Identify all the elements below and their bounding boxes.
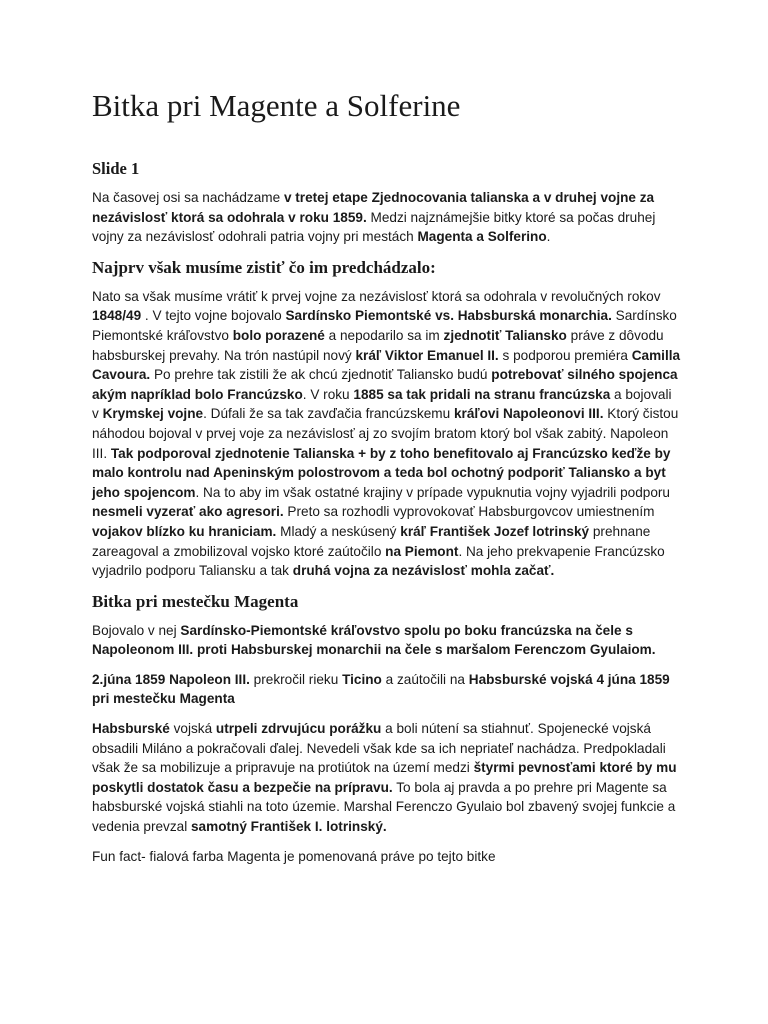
bold-text-run: Habsburské xyxy=(92,721,170,737)
bold-text-run: utrpeli zdrvujúcu porážku xyxy=(215,721,382,737)
bold-text-run: Krymskej vojne xyxy=(102,406,204,422)
text-run: a bojovali v xyxy=(92,386,672,422)
bold-text-run: štyrmi pevnosťami ktoré by mu poskytli dostatok času a bezpečie na prípravu. xyxy=(92,760,677,795)
bold-text-run: Ticino xyxy=(342,671,382,687)
bold-text-run: Magenta a Solferino xyxy=(417,229,547,245)
text-run: Sardínsko Piemontské kráľovstvo xyxy=(92,308,677,343)
text-run: vojská xyxy=(169,721,216,737)
bold-text-run: Sardínsko Piemontské vs. Habsburská monarchia. xyxy=(285,308,612,324)
text-run: prehnane zareagoval a zmobilizoval vojsko ktoré zaútočilo xyxy=(92,523,651,559)
text-run: . xyxy=(546,229,551,245)
document-title: Bitka pri Magente a Solferine xyxy=(92,88,461,123)
text-run: Mladý a neskúsený xyxy=(276,523,401,539)
bold-text-run: druhá vojna za nezávislosť mohla začať. xyxy=(292,563,555,579)
bold-text-run: zjednotiť Taliansko xyxy=(443,327,567,343)
text-run: a zaútočili na xyxy=(381,671,469,687)
bold-text-run: kráľ František Jozef lotrinský xyxy=(400,523,590,539)
text-run: . Na jeho prekvapenie Francúzsko vyjadrilo podporu Taliansku a tak xyxy=(92,543,665,579)
bold-text-run: na Piemont xyxy=(385,543,459,559)
bold-text-run: samotný František I. lotrinský. xyxy=(191,819,387,835)
bold-text-run: Habsburské vojská 4 júna 1859 pri mestečku Magenta xyxy=(92,671,670,707)
background-paragraph xyxy=(92,287,682,581)
bold-text-run: bolo porazené xyxy=(232,327,325,343)
bold-text-run: kráľovi Napoleonovi III. xyxy=(453,406,604,422)
text-run: . V roku xyxy=(302,386,354,402)
text-run: a nepodarilo sa im xyxy=(324,327,444,343)
text-run: Preto sa rozhodli vyprovokovať Habsburgovcov umiestnením xyxy=(283,504,655,520)
text-run: Na časovej osi sa nachádzame xyxy=(92,190,284,205)
magenta-paragraph-outcome xyxy=(92,719,682,837)
text-run: s podporou premiéra xyxy=(498,347,632,363)
text-run: Bojovalo v nej xyxy=(92,622,181,638)
magenta-paragraph-crossing xyxy=(92,670,682,709)
bold-text-run: kráľ Viktor Emanuel II. xyxy=(355,347,499,363)
text-run: Ktorý čistou náhodou bojoval v prvej voje za nezávislosť aj zo svojím bratom ktorý bol však zabitý. Napoleon III. xyxy=(92,406,679,461)
fun-fact-paragraph: Fun fact- fialová farba Magenta je pomenovaná práve po tejto bitke xyxy=(92,848,496,864)
bold-text-run: v tretej etape Zjednocovania talianska a v druhej vojne za nezávislosť ktorá sa odohrala v roku 1859. xyxy=(92,190,655,225)
bold-text-run: vojakov blízko ku hraniciam. xyxy=(92,523,277,539)
section-heading-background: Najprv však musíme zistiť čo im predchádzalo: xyxy=(92,257,436,277)
text-run: To bola aj pravda a po prehre pri Magente sa habsburské vojská stiahli na toto územie. Marshal Ferenczo Gyulaio bol zbavený svojej funkcie a vedenia prevzal xyxy=(92,779,676,835)
bold-text-run: nesmeli vyzerať ako agresori. xyxy=(92,504,284,520)
text-run: Po prehre tak zistili že ak chcú zjednotiť Taliansko budú xyxy=(150,367,492,383)
text-run: a boli nútení sa stiahnuť. Spojenecké vojská obsadili Miláno a pokračovali ďalej. Nevedeli však kde sa ich nepriateľ nachádza. Predpokladali však že sa mobilizuje a pripravuje na protiútok na území medzi xyxy=(92,721,666,776)
bold-text-run: Sardínsko-Piemontské kráľovstvo spolu po boku francúzska na čele s Napoleonom III. proti Habsburskej monarchii na čele s maršalom Ferenczom Gyulaiom. xyxy=(92,622,656,658)
text-run: Medzi najznámejšie bitky ktoré sa počas druhej vojny za nezávislosť odohrali patria vojny pri mestách xyxy=(92,209,656,245)
bold-text-run: 2.júna 1859 Napoleon III. xyxy=(92,671,250,687)
text-run: . V tejto vojne bojovalo xyxy=(141,308,286,324)
bold-text-run: Tak podporoval zjednotenie Talianska + by z toho benefitovalo aj Francúzsko keďže by malo kontrolu nad Apeninským polostrovom a teda bol ochotný podporiť Taliansko a byt jeho spojencom xyxy=(92,445,671,500)
text-run: . Dúfali že sa tak zavďačia francúzskemu xyxy=(203,406,454,422)
bold-text-run: potrebovať silného spojenca akým napríklad bolo Francúzsko xyxy=(92,367,678,402)
slide-heading: Slide 1 xyxy=(92,159,140,178)
bold-text-run: Camilla Cavoura. xyxy=(92,347,681,383)
bold-text-run: 1848/49 xyxy=(92,308,142,324)
text-run: Nato sa však musíme vrátiť k prvej vojne za nezávislosť ktorá sa odohrala v revolučných rokov xyxy=(92,288,661,304)
intro-paragraph xyxy=(92,188,682,247)
text-run: prekročil rieku xyxy=(249,671,343,687)
bold-text-run: 1885 sa tak pridali na stranu francúzska xyxy=(353,386,611,402)
magenta-paragraph-belligerents xyxy=(92,621,682,660)
text-run: . Na to aby im však ostatné krajiny v prípade vypuknutia vojny vyjadrili podporu xyxy=(195,484,670,500)
text-run: práve z dôvodu habsburskej prevahy. Na trón nastúpil nový xyxy=(92,327,664,363)
section-heading-magenta: Bitka pri mestečku Magenta xyxy=(92,591,299,611)
